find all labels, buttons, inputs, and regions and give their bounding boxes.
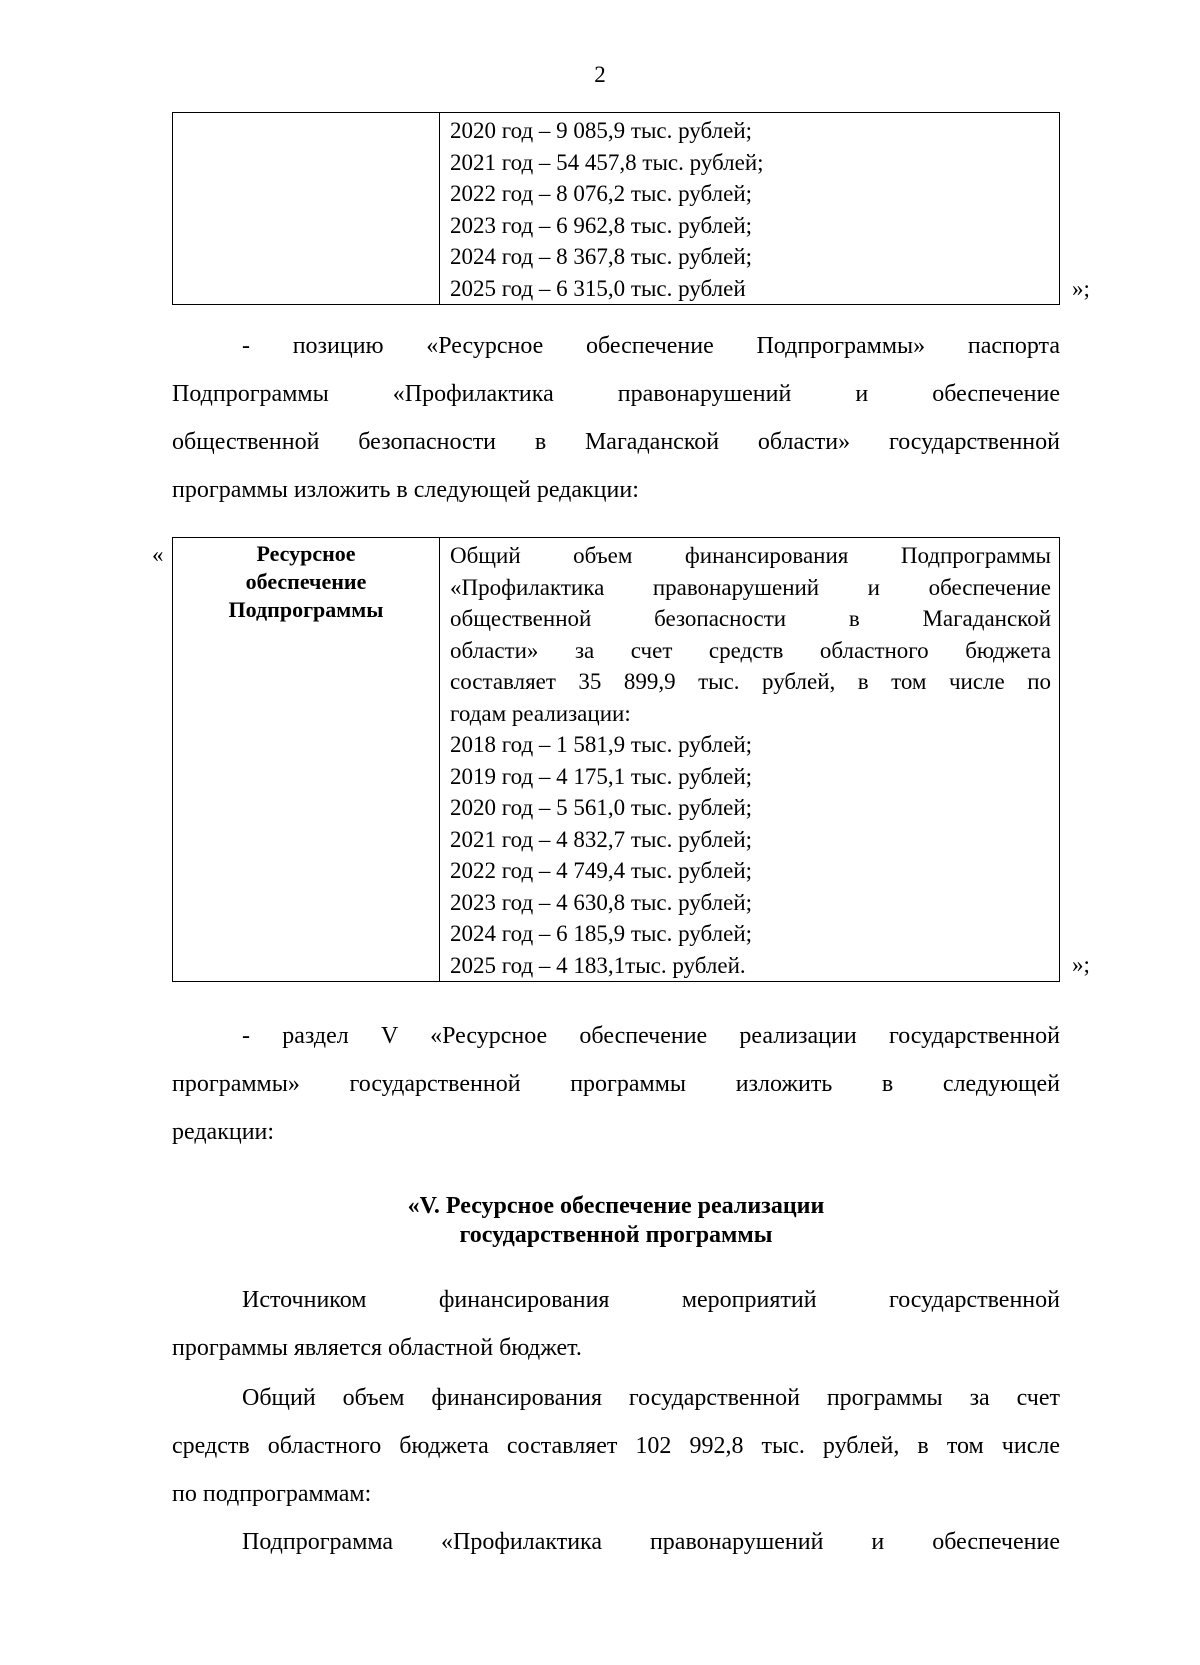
header-line: Подпрограммы: [228, 597, 384, 622]
year-amount-line: 2024 год – 8 367,8 тыс. рублей;: [450, 244, 753, 269]
paragraph-line: программы является областной бюджет.: [172, 1335, 582, 1361]
content-line: составляет 35 899,9 тыс. рублей, в том числе по: [450, 669, 1051, 694]
paragraph-subprogram: [172, 1518, 1060, 1566]
paragraph-line: программы изложить в следующей редакции:: [172, 477, 639, 503]
table-row: [173, 538, 1060, 982]
header-line: обеспечение: [245, 569, 367, 594]
year-amount-line: 2023 год – 6 962,8 тыс. рублей;: [450, 212, 753, 238]
paragraph-line: общественной безопасности в Магаданской области» государственной: [172, 429, 1060, 455]
paragraph-line: - раздел V «Ресурсное обеспечение реализации государственной: [242, 1023, 1060, 1049]
year-amount-line: 2020 год – 9 085,9 тыс. рублей;: [450, 118, 753, 143]
table-header-cell: [173, 538, 440, 982]
year-amount-line: 2022 год – 8 076,2 тыс. рублей;: [450, 181, 753, 206]
section-title-line: «V. Ресурсное обеспечение реализации: [407, 1193, 825, 1219]
table-right-cell: [440, 113, 1060, 305]
paragraph-line: редакции:: [172, 1119, 275, 1145]
content-line: Общий объем финансирования Подпрограммы: [450, 543, 1051, 568]
header-line: Ресурсное: [256, 541, 356, 566]
content-line: «Профилактика правонарушений и обеспечение: [450, 574, 1051, 600]
paragraph-line: - позицию «Ресурсное обеспечение Подпрограммы» паспорта: [242, 333, 1060, 359]
year-amount-line: 2023 год – 4 630,8 тыс. рублей;: [450, 889, 753, 915]
paragraph-line: Подпрограммы «Профилактика правонарушений и обеспечение: [172, 381, 1060, 407]
paragraph-position-edit: [172, 322, 1060, 514]
table-content-cell: [440, 538, 1060, 982]
resource-provision-table: [172, 537, 1060, 982]
section-title: [172, 1192, 1060, 1250]
year-amount-line: 2022 год – 4 749,4 тыс. рублей;: [450, 858, 753, 883]
content-line: общественной безопасности в Магаданской: [450, 606, 1051, 631]
paragraph-total-funding: [172, 1374, 1060, 1518]
paragraph-line: Источником финансирования мероприятий государственной: [242, 1287, 1060, 1313]
section-title-line: государственной программы: [459, 1222, 773, 1248]
content-line: годам реализации:: [450, 700, 631, 726]
year-amount-line: 2019 год – 4 175,1 тыс. рублей;: [450, 763, 753, 789]
year-amount-line: 2025 год – 4 183,1тыс. рублей.: [450, 952, 746, 978]
table-row: [173, 113, 1060, 305]
year-amount-line: 2025 год – 6 315,0 тыс. рублей: [450, 275, 746, 301]
financing-table-continuation: [172, 112, 1060, 305]
paragraph-line: средств областного бюджета составляет 102 992,8 тыс. рублей, в том числе: [172, 1433, 1060, 1459]
close-quote: »;: [1072, 952, 1090, 977]
paragraph-line: по подпрограммам:: [172, 1481, 372, 1507]
year-amount-line: 2024 год – 6 185,9 тыс. рублей;: [450, 921, 753, 946]
open-quote: «: [152, 542, 164, 567]
close-quote: »;: [1072, 276, 1090, 301]
paragraph-funding-source: [172, 1276, 1060, 1372]
paragraph-line: программы» государственной программы изложить в следующей: [172, 1071, 1060, 1097]
paragraph-line: Подпрограмма «Профилактика правонарушений и обеспечение: [242, 1529, 1060, 1555]
year-amount-line: 2020 год – 5 561,0 тыс. рублей;: [450, 795, 753, 820]
page-number: 2: [594, 62, 606, 87]
year-amount-line: 2021 год – 4 832,7 тыс. рублей;: [450, 826, 753, 852]
paragraph-line: Общий объем финансирования государственной программы за счет: [242, 1385, 1060, 1411]
paragraph-section-edit: [172, 1012, 1060, 1156]
year-amount-line: 2021 год – 54 457,8 тыс. рублей;: [450, 149, 764, 175]
content-line: области» за счет средств областного бюджета: [450, 637, 1051, 663]
year-amount-line: 2018 год – 1 581,9 тыс. рублей;: [450, 732, 753, 757]
table-left-cell: [173, 113, 440, 305]
